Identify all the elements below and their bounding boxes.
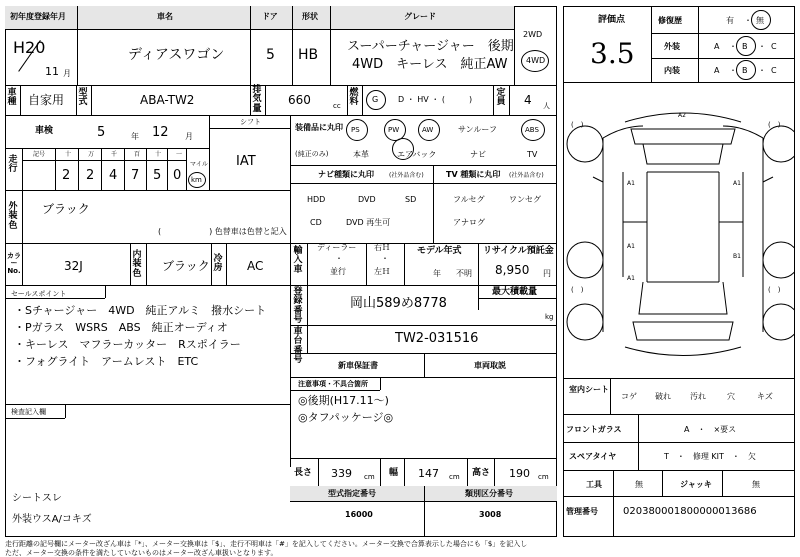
import-dealer: ディーラー	[317, 243, 357, 252]
wheel-front-left	[567, 126, 603, 162]
mileage-header-4: 百	[134, 151, 141, 158]
bracket-2: ( )	[768, 121, 781, 129]
plate-number: 岡山589め8778	[350, 296, 447, 311]
shaken-year: 5	[97, 125, 106, 140]
tools-value: 無	[635, 480, 643, 489]
equipment-sublabel: (純正のみ)	[295, 150, 329, 158]
fuel-selected: G	[372, 95, 379, 104]
right-hand: 右Ｈ	[374, 243, 390, 252]
fuel-options: D ・ HV ・ ( )	[398, 95, 473, 104]
tv-header: TV 種類に丸印	[446, 170, 501, 179]
shape: HB	[298, 47, 319, 63]
repair-opt-2: 無	[756, 16, 764, 25]
interior-opt-b: B	[742, 66, 748, 75]
capacity: 4	[524, 93, 532, 107]
diag-label-a2: A2	[678, 112, 686, 119]
diag-label-a1-4: A1	[627, 275, 635, 282]
diag-label-a1-2: A1	[733, 180, 741, 187]
jack-label: ジャッキ	[680, 480, 712, 489]
jack-value: 無	[752, 480, 760, 489]
equip-abs: ABS	[525, 126, 539, 134]
notes-label: 注意事項・不具合箇所	[298, 380, 368, 388]
equipment-label: 装備品に丸印	[295, 123, 343, 132]
exterior-opt-a: A	[714, 42, 720, 51]
mileage-header-3: 千	[111, 151, 118, 158]
shape-label: 形状	[302, 12, 318, 21]
max-load-unit: kg	[545, 313, 554, 321]
shift: IAT	[236, 154, 256, 169]
mile-label: マイル	[190, 161, 208, 168]
tv-fullseg: フルセグ	[453, 195, 485, 204]
model-year-label: モデル年式	[417, 246, 462, 256]
rear-bumper-line	[625, 347, 741, 356]
spare-label: スペアタイヤ	[569, 452, 617, 461]
displacement: 660	[288, 93, 311, 107]
notes-line-2: ◎タフパッケージ◎	[298, 411, 394, 424]
width-value: 147	[418, 467, 439, 480]
mileage-header-0: 記号	[33, 151, 46, 158]
navi-dvd: DVD	[358, 195, 376, 204]
interior-opt-a: A	[714, 66, 720, 75]
capacity-unit: 人	[543, 102, 550, 110]
front-glass	[643, 144, 723, 164]
color-code-label: カラー No.	[7, 252, 21, 275]
interior-opt-dot2: ・	[758, 66, 766, 75]
hand-dot: ・	[381, 254, 389, 263]
usage: 自家用	[28, 93, 65, 107]
mileage-header-6: 一	[176, 151, 183, 158]
shaken-year-unit: 年	[131, 132, 139, 141]
exterior-opt-dot1: ・	[729, 42, 737, 51]
car-name: ディアスワゴン	[128, 47, 225, 63]
notes-line-1: ◎後期(H17.11〜)	[298, 394, 389, 407]
drive-4wd: 4WD	[526, 56, 546, 65]
car-name-label: 車名	[157, 12, 173, 21]
sales-line-1: ・Sチャージャー 4WD 純正アルミ 撥水シート	[14, 304, 267, 317]
grade-line-2: 4WD キーレス 純正AW	[352, 57, 508, 72]
interior-color-label: 内 装 色	[132, 250, 142, 279]
displacement-label: 排 気 量	[252, 85, 262, 114]
exterior-label: 外装	[664, 42, 680, 51]
inspector-line-1: シートスレ	[12, 493, 62, 504]
plate-label: 登 録 番 号	[293, 287, 303, 326]
header-bar	[5, 6, 514, 30]
model-year-unit: 年	[433, 269, 441, 278]
diag-label-a1-3: A1	[627, 243, 635, 250]
displacement-unit: cc	[333, 102, 341, 110]
spare-value: T ・ 修理 KIT ・ 欠	[664, 452, 756, 461]
interior-label: 内装	[664, 66, 680, 75]
mileage-header-1: 十	[65, 151, 72, 158]
shaken-month: 12	[152, 125, 169, 140]
mileage-label: 走 行	[8, 155, 18, 175]
recycle-label: リサイクル預託金	[483, 246, 554, 256]
interior-opt-dot1: ・	[729, 66, 737, 75]
shaken-month-unit: 月	[185, 132, 193, 141]
grade-line-1: スーパーチャージャー 後期	[347, 39, 514, 54]
rear-hatch	[633, 322, 733, 340]
seat-item-0: コゲ	[621, 392, 637, 401]
length-value: 339	[331, 467, 352, 480]
footer-line-2: ただ、メーター交換の条件を満たしていないものはメーター改ざん車扱いとなります。	[5, 549, 278, 557]
first-reg-label: 初年度登録年月	[10, 12, 66, 21]
equip-ps: PS	[351, 126, 360, 134]
seat-item-1: 破れ	[655, 392, 671, 401]
class-no-label: 類別区分番号	[465, 489, 513, 498]
mileage-digit-4: 5	[153, 168, 162, 183]
equip-tv: TV	[527, 150, 538, 159]
recycle-value: 8,950	[495, 263, 530, 277]
navi-cd: CD	[310, 218, 322, 227]
usage-label: 車 種	[7, 88, 17, 108]
navi-dvd-play: DVD 再生可	[346, 218, 391, 227]
navi-hdd: HDD	[307, 195, 326, 204]
door-lines	[623, 172, 743, 277]
first-reg-month-unit: 月	[63, 69, 71, 78]
fuel-label: 燃 料	[349, 88, 359, 108]
grade-label: グレード	[404, 12, 436, 21]
ac-label: 冷 房	[213, 254, 223, 274]
seat-item-4: キズ	[757, 392, 773, 401]
seat-item-2: 汚れ	[690, 392, 706, 401]
mileage-digit-5: 0	[173, 168, 182, 183]
inspector-label: 検査記入欄	[11, 408, 46, 416]
spare-wheel-right	[763, 304, 795, 340]
max-load-label: 最大積載量	[492, 287, 538, 297]
mileage-digit-2: 4	[109, 168, 118, 183]
color-value: ブラック	[42, 202, 90, 216]
bracket-4: ( )	[768, 286, 781, 294]
shift-label: シフト	[240, 118, 261, 126]
windshield-label: フロントガラス	[566, 425, 622, 434]
navi-header: ナビ種類に丸印	[318, 170, 374, 179]
import-dot1: ・	[335, 254, 343, 263]
exterior-opt-dot2: ・	[758, 42, 766, 51]
mgmt-value: 020380001800000013686	[623, 506, 757, 517]
repair-opt-1: ・	[744, 16, 752, 25]
mileage-header-5: 十	[155, 151, 162, 158]
mirrors	[593, 177, 773, 182]
frame-number: TW2-031516	[395, 331, 479, 346]
new-car-warranty: 新車保証書	[338, 361, 378, 370]
equip-pw: PW	[388, 126, 400, 134]
hood-outline	[631, 129, 735, 144]
wheel-rear-right	[763, 242, 795, 278]
height-unit: cm	[538, 473, 549, 481]
sales-label: セールスポイント	[11, 290, 67, 298]
seat-label	[569, 385, 609, 395]
mileage-digit-3: 7	[131, 168, 140, 183]
equip-leather: 本革	[353, 150, 369, 159]
import-label: 輸 入 車	[293, 246, 303, 275]
roof-ends	[647, 172, 719, 282]
sales-line-4: ・フォグライト アームレスト ETC	[14, 355, 199, 368]
interior-opt-c: C	[771, 66, 777, 75]
mileage-digit-0: 2	[62, 168, 71, 183]
repair-opt-0: 有	[726, 16, 734, 25]
drive-2wd: 2WD	[523, 30, 543, 39]
roof-sides	[647, 172, 719, 282]
score-label: 評価点	[598, 15, 626, 25]
first-reg-era: H20	[13, 38, 46, 57]
capacity-label: 定 員	[496, 88, 506, 108]
diag-label-a1-1: A1	[627, 180, 635, 187]
exterior-opt-b: B	[742, 42, 748, 51]
length-unit: cm	[364, 473, 375, 481]
color-label: 外 装 色	[8, 202, 18, 231]
ac-value: AC	[247, 259, 264, 273]
wheel-rear-left	[567, 242, 603, 278]
tools-label: 工具	[586, 480, 602, 489]
shaken-label: 車検	[35, 126, 54, 136]
class-no-value: 3008	[479, 510, 502, 519]
type-no-value: 16000	[345, 510, 373, 519]
body-sides	[603, 138, 763, 332]
seat-item-3: 穴	[727, 392, 735, 401]
rear-glass	[639, 282, 727, 314]
footer-line-1: 走行距離の記号欄にメーター改ざん車は「*」、メーター交換車は「$」、走行不明車は「#」を記入してください。メーター交換で合算表示した場合にも「$」を記入し	[5, 540, 528, 548]
equip-aw: AW	[422, 126, 434, 134]
bracket-3: ( )	[571, 286, 584, 294]
equip-airbag: エアバック	[397, 150, 437, 159]
import-parallel: 並行	[330, 267, 346, 276]
mileage-digit-1: 2	[86, 168, 95, 183]
score-value: 3.5	[590, 37, 635, 70]
front-corners	[603, 126, 763, 138]
equip-sunroof: サンルーフ	[458, 125, 497, 134]
equip-navi: ナビ	[470, 150, 486, 159]
model-label: 型 式	[78, 88, 88, 108]
navi-sd: SD	[405, 195, 417, 204]
tv-oneseg: ワンセグ	[509, 195, 541, 204]
width-label: 幅	[389, 468, 399, 478]
navi-note: (社外品含む)	[389, 172, 424, 179]
repaint-note: ( ) 色替車は色替と記入	[158, 227, 287, 236]
type-no-label: 型式指定番号	[328, 489, 376, 498]
model-year-value: 不明	[456, 269, 472, 278]
color-code: 32J	[64, 259, 83, 273]
inspector-line-2: 外装ウスA/コキズ	[12, 514, 92, 525]
length-label: 長さ	[294, 468, 313, 478]
height-label: 高さ	[472, 468, 491, 478]
left-hand: 左Ｈ	[374, 267, 390, 276]
first-reg-month: 11	[45, 65, 59, 78]
sales-line-3: ・キーレス マフラーカッター Rスポイラー	[14, 338, 241, 351]
door-label: ドア	[262, 12, 278, 21]
km-label: km	[191, 176, 202, 184]
manual-label: 車両取説	[474, 361, 506, 370]
mileage-header-2: 万	[88, 151, 95, 158]
width-unit: cm	[449, 473, 460, 481]
bracket-1: ( )	[571, 121, 584, 129]
height-value: 190	[509, 467, 530, 480]
tv-analog: アナログ	[453, 218, 485, 227]
car-damage-diagram	[563, 82, 795, 378]
repair-label: 修復歴	[658, 16, 682, 25]
tv-note: (社外品含む)	[509, 172, 544, 179]
frame-label: 車 台 番 号	[293, 327, 303, 366]
spare-wheel-left	[567, 304, 603, 340]
diag-label-b1: B1	[733, 253, 741, 260]
wheel-front-right	[763, 126, 795, 162]
exterior-opt-c: C	[771, 42, 777, 51]
recycle-unit: 円	[543, 269, 551, 278]
doors: 5	[266, 47, 275, 63]
interior-color: ブラック	[162, 259, 210, 273]
model: ABA-TW2	[140, 93, 195, 107]
sales-line-2: ・Pガラス WSRS ABS 純正オーディオ	[14, 321, 228, 334]
seat-label-text: 室内シート	[569, 385, 609, 394]
mgmt-label: 管理番号	[566, 507, 598, 516]
windshield-value: A ・ ×要ス	[684, 425, 737, 434]
